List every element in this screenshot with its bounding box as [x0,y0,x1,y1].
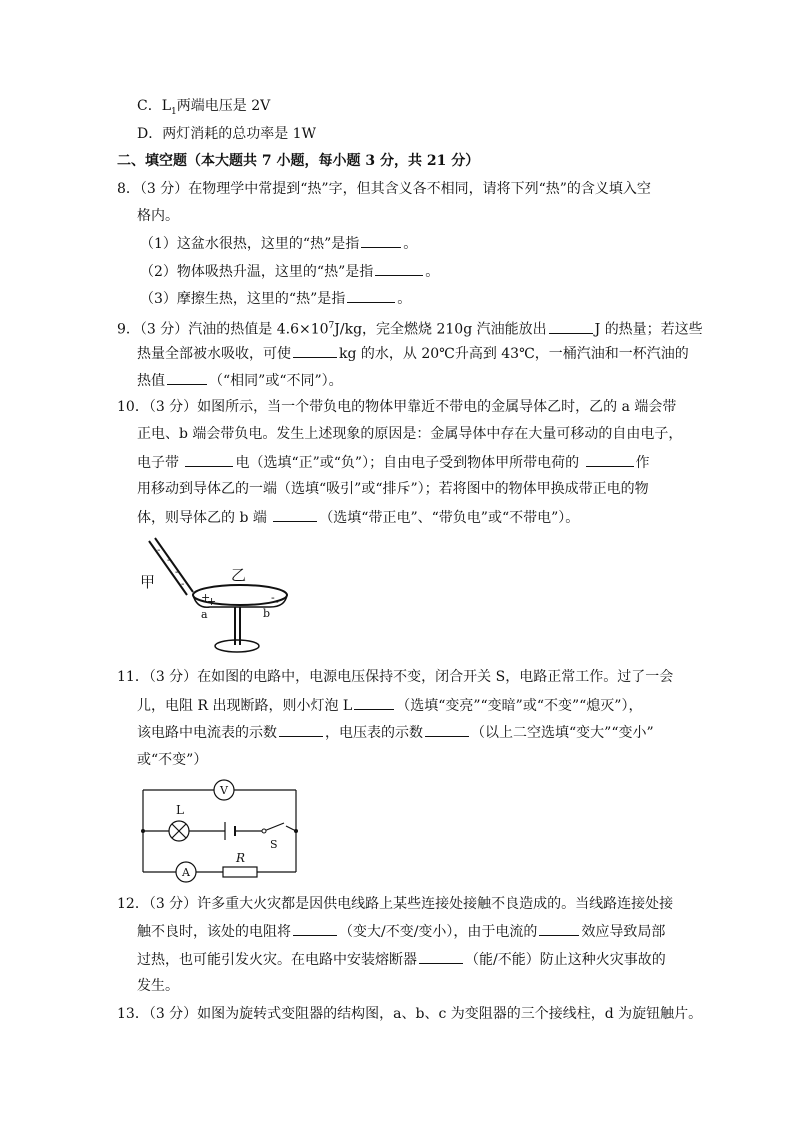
answer-blank[interactable] [273,507,317,522]
q9-line-3: 热值 （“相同”或“不同”）。 [137,370,343,391]
charged-rod-jia [149,538,193,595]
answer-blank[interactable] [347,288,395,303]
label-jia: 甲 [140,573,156,591]
q10-line-5: 体，则导体乙的 b 端 （选填“带正电”、“带负电”或“不带电”）。 [137,507,579,528]
label-yi: 乙 [231,566,247,584]
answer-blank[interactable] [185,452,233,467]
svg-text:-: - [167,555,171,566]
q9-line-1: 9．（3 分）汽油的热值是 $4.6\times 10^7J/kg$，完全燃烧 210g 汽油能放出 J 的热量；若这些 [117,316,703,340]
q8-item-3: （3）摩擦生热，这里的“热”是指 。 [140,288,411,309]
answer-blank[interactable] [425,722,469,737]
q12-line-2: 触不良时，该处的电阻将 （变大/不变/变小），由于电流的 效应导致局部 [137,921,665,942]
label-a: a [201,608,208,621]
svg-text:V: V [220,784,228,797]
label-b: b [263,607,271,620]
answer-blank[interactable] [549,319,593,334]
q11-line-3: 该电路中电流表的示数 ，电压表的示数 （以上二空选填“变大”“变小” [137,722,654,743]
q8-line-2: 格内。 [137,208,179,224]
answer-blank[interactable] [419,949,463,964]
q8-item-2: （2）物体吸热升温，这里的“热”是指 。 [140,261,439,282]
option-c: C．$L_1$两端电压是 2V [137,98,271,117]
q12-line-3: 过热，也可能引发火灾。在电路中安装熔断器 （能/不能）防止这种火灾事故的 [137,949,666,970]
svg-text:-: - [275,595,279,608]
label-R: R [236,851,246,865]
answer-blank[interactable] [167,370,207,385]
answer-blank[interactable] [293,921,337,936]
answer-blank[interactable] [539,921,579,936]
svg-text:-: - [157,545,161,556]
label-L: L [176,803,184,817]
svg-text:-: - [181,579,185,590]
q9-line-2: 热量全部被水吸收，可使 kg 的水，从 20℃升高到 43℃，一桶汽油和一杯汽油的 [137,343,689,364]
svg-text:A: A [182,866,190,879]
answer-blank[interactable] [586,452,634,467]
answer-blank[interactable] [293,343,337,358]
q11-line-2: 儿，电阻 R 出现断路，则小灯泡 L （选填“变亮”“变暗”或“不变”“熄灭”）， [137,695,642,716]
q10-line-3: 电子带 电（选填“正”或“负”）；自由电子受到物体甲所带电荷的 作 [137,452,650,473]
lamp-icon [169,821,189,841]
answer-blank[interactable] [361,233,401,248]
ammeter-icon [176,862,196,882]
q11-circuit-figure [138,778,303,884]
svg-text:-: - [175,567,179,578]
answer-blank[interactable] [279,722,323,737]
q11-line-1: 11．（3 分）在如图的电路中，电源电压保持不变，闭合开关 S，电路正常工作。过了一会 [117,669,674,685]
q10-line-1: 10．（3 分）如图所示，当一个带负电的物体甲靠近不带电的金属导体乙时，乙的 a 端会带 [117,399,677,415]
svg-text:-: - [271,591,275,604]
svg-text:+: + [201,591,211,604]
q10-line-4: 用移动到导体乙的一端（选填“吸引”或“排斥”）；若将图中的物体甲换成带正电的物 [137,481,649,497]
q10-line-2: 正电、b 端会带负电。发生上述现象的原因是：金属导体中存在大量可移动的自由电子， [137,426,683,442]
q12-line-1: 12．（3 分）许多重大火灾都是因供电线路上某些连接处接触不良造成的。当线路连接处接 [117,896,674,912]
answer-blank[interactable] [354,695,394,710]
voltmeter-icon [214,780,234,800]
answer-blank[interactable] [375,261,423,276]
q10-figure [135,535,295,660]
q13-line-1: 13．（3 分）如图为旋转式变阻器的结构图，a、b、c 为变阻器的三个接线柱，d 为旋钮触片。 [117,1006,703,1022]
resistor-icon [223,867,257,877]
q8-line-1: 8．（3 分）在物理学中常提到“热”字，但其含义各不相同，请将下列“热”的含义填入空 [117,181,651,197]
q12-line-4: 发生。 [137,978,179,994]
label-S: S [270,838,278,851]
section-title: 二、填空题（本大题共 7 小题，每小题 3 分，共 21 分） [117,153,480,169]
q8-item-1: （1）这盆水很热，这里的“热”是指 。 [140,233,417,254]
svg-text:+: + [207,595,217,608]
option-d: D．两灯消耗的总功率是 1W [137,126,316,142]
q11-line-4: 或“不变”） [137,752,208,768]
